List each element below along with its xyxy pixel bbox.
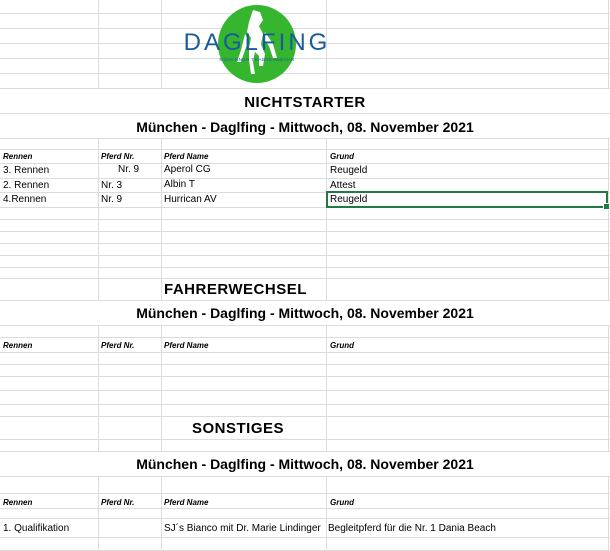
nichtstarter-heading: NICHTSTARTER [244, 94, 366, 111]
nichtstarter-subheading: München - Daglfing - Mittwoch, 08. November 2021 [136, 119, 474, 135]
cell-pferd-name[interactable]: Aperol CG [164, 164, 211, 175]
cell-pferd-nr[interactable]: Nr. 9 [101, 194, 123, 205]
cell-grund[interactable]: Attest [330, 180, 356, 191]
fahrerwechsel-subheading: München - Daglfing - Mittwoch, 08. November 2021 [136, 305, 474, 321]
cell-grund[interactable]: Begleitpferd für die Nr. 1 Dania Beach [328, 523, 496, 534]
column-header-pferd-name: Pferd Name [164, 498, 209, 507]
cell-pferd-nr[interactable]: Nr. 3 [101, 180, 123, 191]
fahrerwechsel-heading: FAHRERWECHSEL [164, 281, 307, 298]
cell-pferd-name[interactable]: Hurrican AV [164, 194, 217, 205]
column-header-rennen: Rennen [3, 341, 33, 350]
column-header-rennen: Rennen [3, 152, 33, 161]
cell-rennen[interactable]: 3. Rennen [3, 165, 50, 176]
cell-grund[interactable]: Reugeld [330, 165, 368, 176]
column-header-grund: Grund [330, 152, 354, 161]
column-header-pferd-name: Pferd Name [164, 341, 209, 350]
fill-handle[interactable] [603, 203, 610, 210]
sonstiges-heading: SONSTIGES [192, 420, 285, 437]
cell-rennen[interactable]: 2. Rennen [3, 180, 50, 191]
selected-cell-outline[interactable] [326, 191, 608, 208]
cell-pferd-name[interactable]: SJ´s Bianco mit Dr. Marie Lindinger [164, 523, 321, 534]
cell-grund[interactable]: Reugeld [330, 194, 368, 205]
column-header-grund: Grund [330, 341, 354, 350]
column-header-pferd-nr: Pferd Nr. [101, 341, 135, 350]
logo-subtext: MÜNCHNER TRABRENNBAHN [219, 57, 295, 62]
daglfing-logo [183, 4, 331, 84]
cell-rennen[interactable]: 1. Qualifikation [3, 523, 70, 534]
column-header-grund: Grund [330, 498, 354, 507]
column-header-pferd-nr: Pferd Nr. [101, 152, 135, 161]
sonstiges-subheading: München - Daglfing - Mittwoch, 08. November 2021 [136, 456, 474, 472]
column-header-rennen: Rennen [3, 498, 33, 507]
cell-rennen[interactable]: 4.Rennen [3, 194, 47, 205]
column-header-pferd-nr: Pferd Nr. [101, 498, 135, 507]
logo-text: DAGLFING [183, 29, 331, 56]
cell-pferd-nr[interactable]: Nr. 9 [118, 164, 140, 175]
cell-pferd-name[interactable]: Albin T [164, 179, 195, 190]
column-header-pferd-name: Pferd Name [164, 152, 209, 161]
